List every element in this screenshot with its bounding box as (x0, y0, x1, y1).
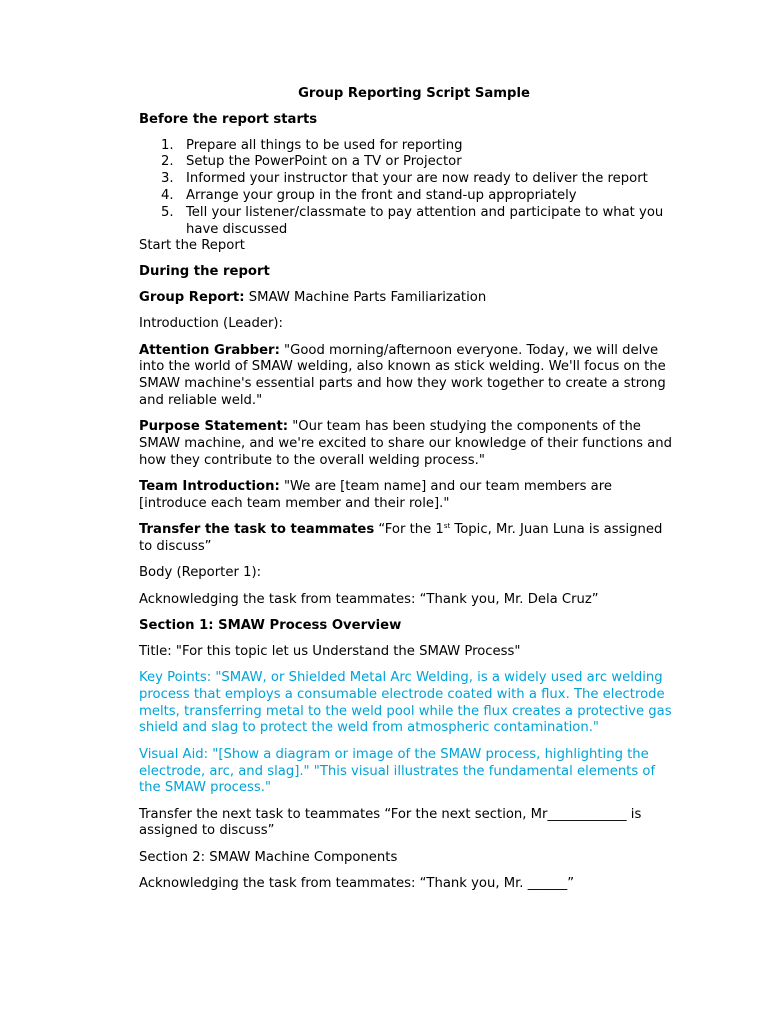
ordinal-suffix: st (443, 522, 451, 531)
attention-grabber-paragraph (139, 343, 679, 410)
group-report-text: SMAW Machine Parts Familiarization (244, 289, 487, 305)
transfer-task-text-b: Topic, Mr. Juan Luna is assigned to discuss” (139, 522, 663, 555)
team-introduction-label: Team Introduction: (139, 479, 280, 495)
transfer-task-label: Transfer the task to teammates (139, 522, 375, 538)
list-item-text: Informed your instructor that your are now ready to deliver the report (186, 171, 648, 187)
list-item-text: Setup the PowerPoint on a TV or Projector (186, 154, 462, 170)
introduction-line: Introduction (Leader): (139, 316, 283, 332)
list-item (139, 138, 679, 155)
list-item (139, 154, 679, 171)
team-introduction-text: "We are [team name] and our team members are [introduce each team member and their role]." (139, 479, 612, 511)
team-introduction-paragraph (139, 479, 679, 513)
transfer-task-paragraph (139, 522, 679, 556)
list-number: 4. (161, 187, 174, 203)
purpose-statement-paragraph (139, 419, 679, 469)
list-number: 2. (161, 154, 174, 170)
transfer-task-text-a: “For the 1 (374, 522, 444, 538)
document-body (139, 86, 679, 902)
purpose-statement-text: "Our team has been studying the components of the SMAW machine, and we're excited to share our knowledge of their functions and how they contribute to the overall welding process." (139, 419, 672, 468)
list-item-text: Arrange your group in the front and stand-up appropriately (186, 187, 577, 203)
list-number: 3. (161, 171, 174, 187)
transfer-next-paragraph: Transfer the next task to teammates “For the next section, Mr____________ is assigned to discuss” (139, 806, 642, 839)
section-1-title: Title: "For this topic let us Understand the SMAW Process" (139, 643, 521, 659)
acknowledge-line-2: Acknowledging the task from teammates: “Thank you, Mr. ______” (139, 875, 575, 891)
list-number: 5. (161, 204, 174, 220)
document-title (139, 86, 679, 103)
list-item-text: Tell your listener/classmate to pay attention and participate to what you have discussed (186, 204, 664, 237)
acknowledge-line-1: Acknowledging the task from teammates: “Thank you, Mr. Dela Cruz” (139, 591, 599, 607)
attention-grabber-text: "Good morning/afternoon everyone. Today, we will delve into the world of SMAW welding, also known as stick welding. We'll focus on the SMAW machine's essential parts and how they work together to create a strong and reliable weld." (139, 342, 666, 408)
during-report-heading: During the report (139, 264, 270, 280)
start-report-line: Start the Report (139, 238, 245, 254)
group-report-paragraph (139, 290, 679, 307)
list-item (139, 205, 679, 239)
section-1-heading: Section 1: SMAW Process Overview (139, 617, 402, 633)
attention-grabber-label: Attention Grabber: (139, 342, 280, 358)
purpose-statement-label: Purpose Statement: (139, 419, 289, 435)
list-item (139, 171, 679, 188)
list-item (139, 188, 679, 205)
group-report-label: Group Report: (139, 289, 245, 305)
visual-aid-paragraph: Visual Aid: "[Show a diagram or image of the SMAW process, highlighting the electrode, arc, and slag]." "This visual illustrates the fundamental elements of the SMAW process." (139, 746, 656, 796)
body-reporter-line: Body (Reporter 1): (139, 565, 262, 581)
list-item-text: Prepare all things to be used for reporting (186, 137, 463, 153)
before-report-heading: Before the report starts (139, 111, 318, 127)
list-number: 1. (161, 137, 174, 153)
key-points-paragraph: Key Points: "SMAW, or Shielded Metal Arc Welding, is a widely used arc welding process that employs a consumable electrode coated with a flux. The electrode melts, transferring metal to the weld pool while the flux creates a protective gas shield and slag to protect the weld from atmospheric contamination." (139, 670, 672, 736)
document-title-text: Group Reporting Script Sample (298, 86, 530, 101)
section-2-heading: Section 2: SMAW Machine Components (139, 849, 398, 865)
preparation-steps-list (139, 138, 679, 239)
